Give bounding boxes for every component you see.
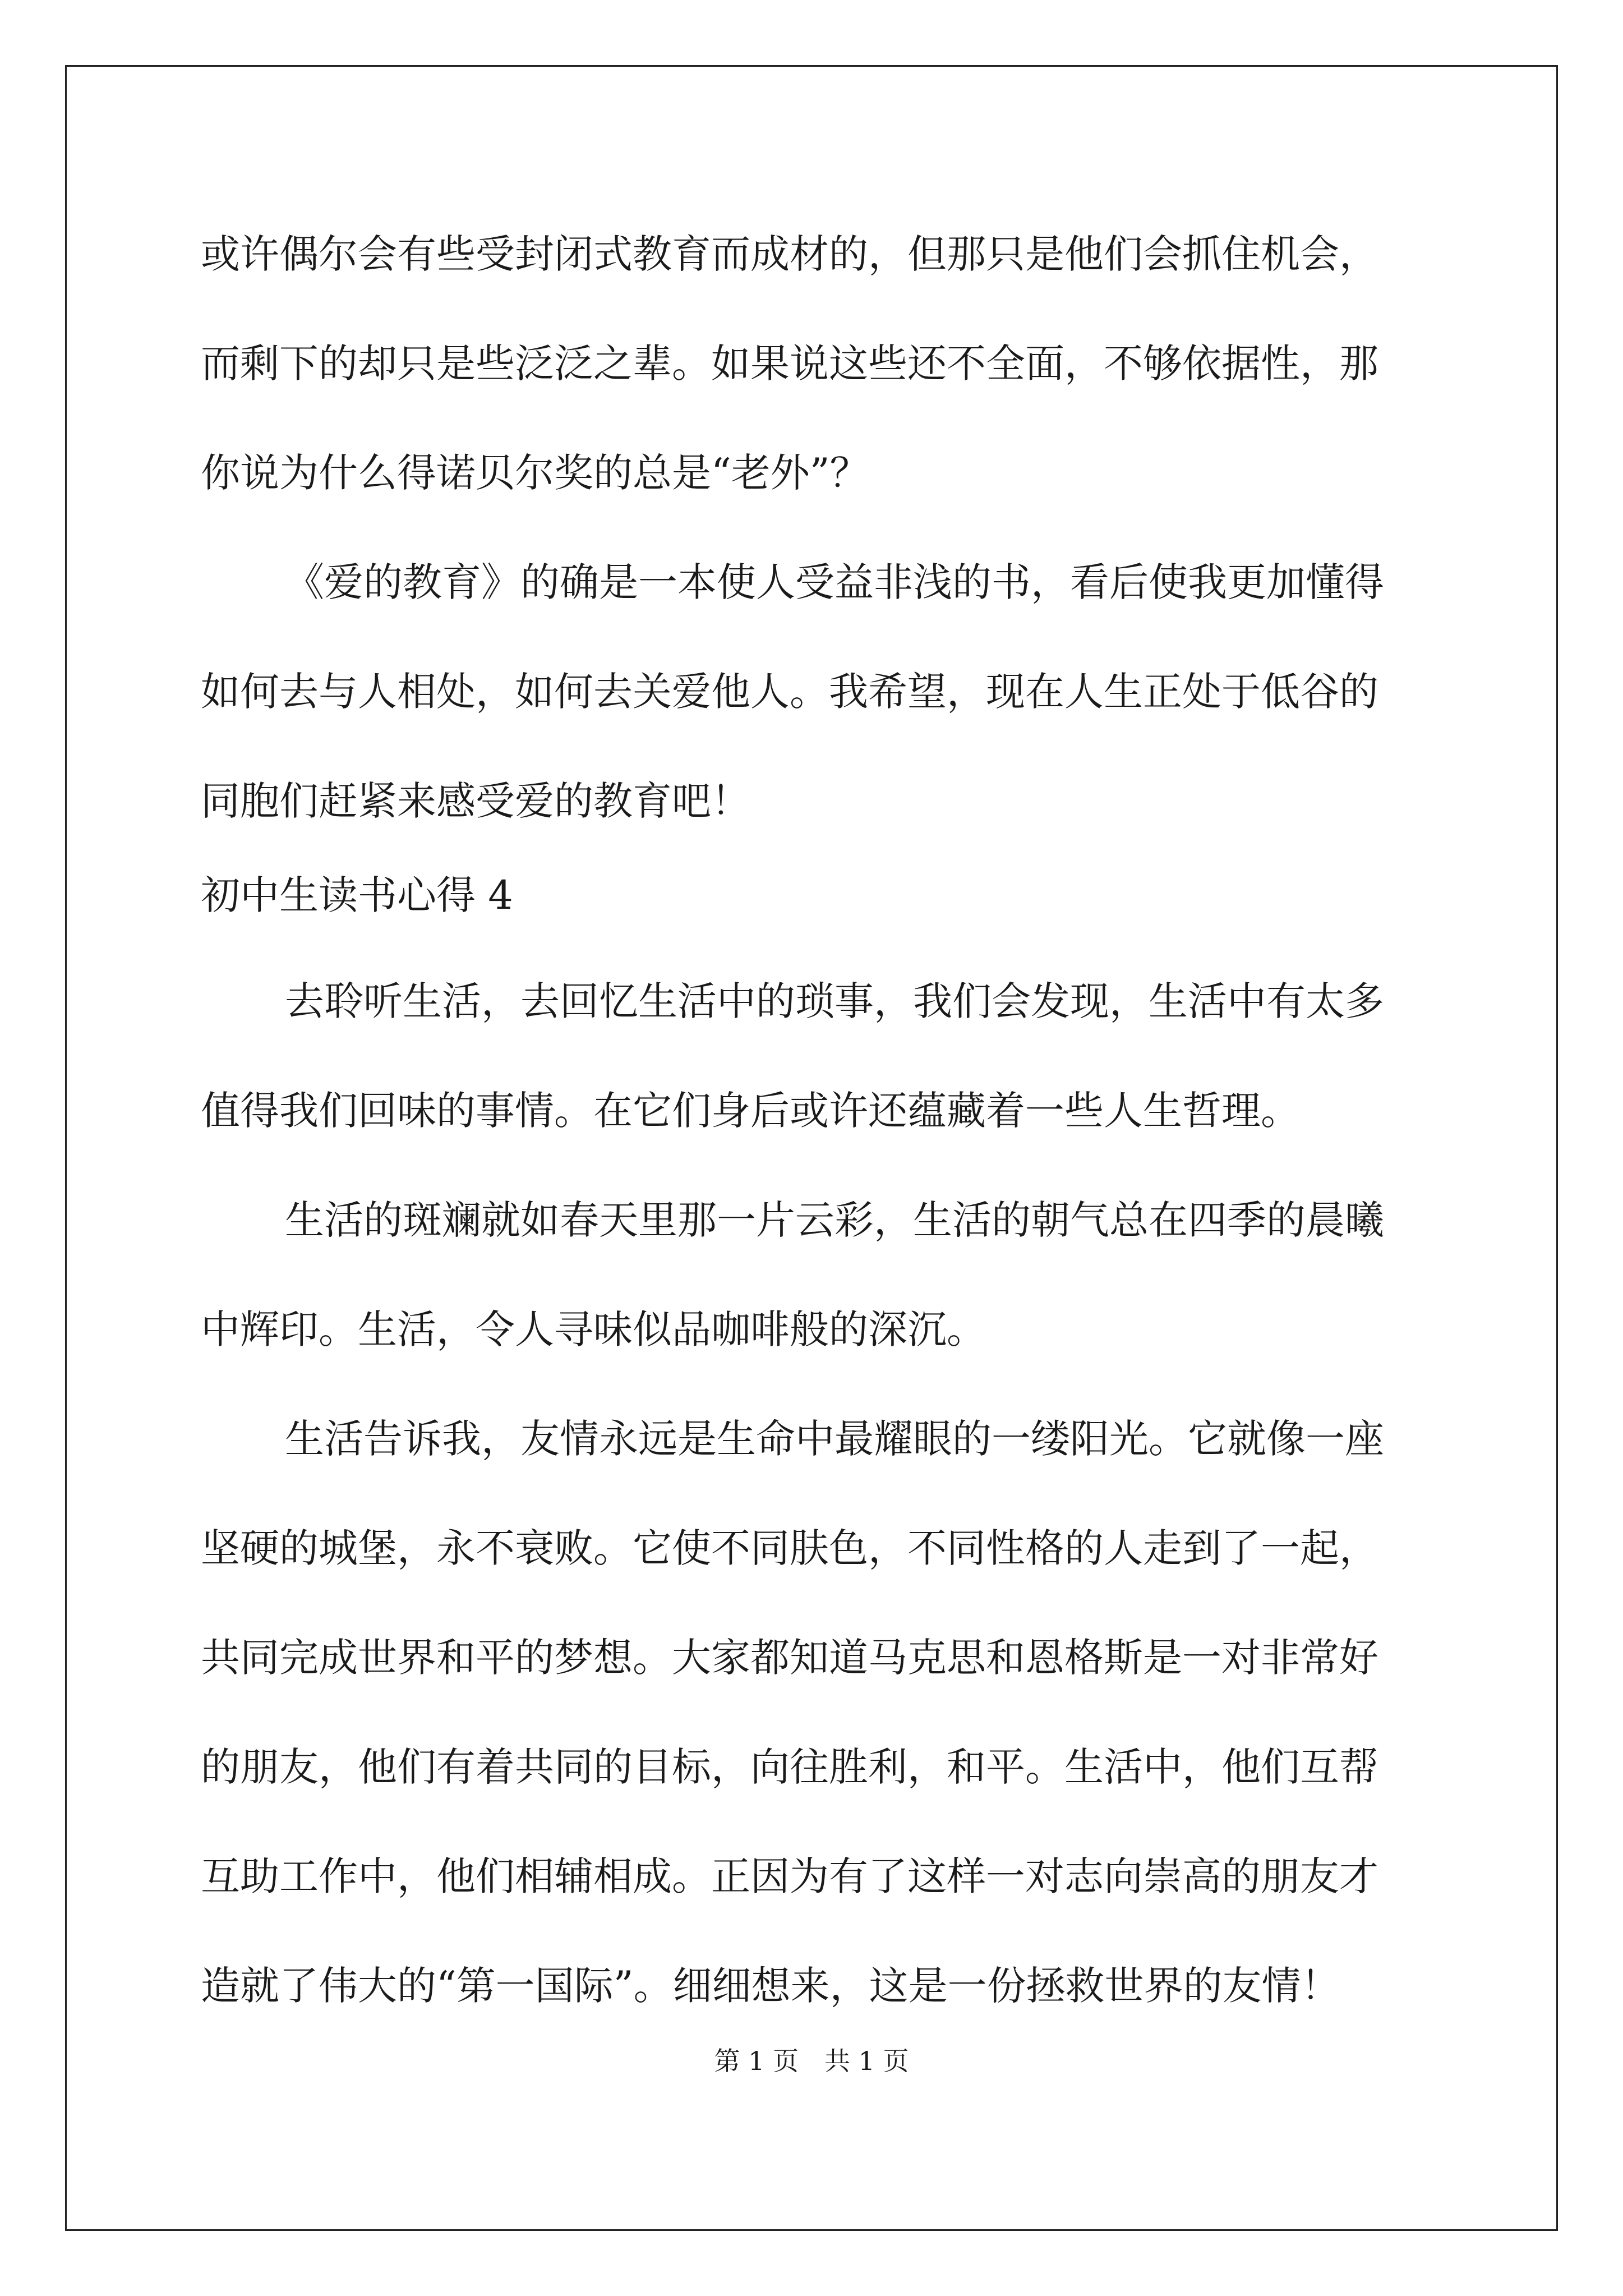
text-line-8: 去聆听生活，去回忆生活中的琐事，我们会发现，生活中有太多: [285, 978, 1384, 1024]
section-heading: 初中生读书心得 4: [201, 872, 513, 918]
text-line-6: 同胞们赶紧来感受爱的教育吧！: [201, 778, 750, 824]
text-line-13: 坚硬的城堡，永不衰败。它使不同肤色，不同性格的人走到了一起，: [201, 1525, 1378, 1571]
text-line-1: 或许偶尔会有些受封闭式教育而成材的，但那只是他们会抓住机会，: [201, 231, 1378, 277]
text-line-2: 而剩下的却只是些泛泛之辈。如果说这些还不全面，不够依据性，那: [201, 341, 1378, 386]
text-line-5: 如何去与人相处，如何去关爱他人。我希望，现在人生正处于低谷的: [201, 669, 1378, 715]
text-line-9: 值得我们回味的事情。在它们身后或许还蕴藏着一些人生哲理。: [201, 1088, 1300, 1134]
page-footer: 第 1 页 共 1 页: [714, 2046, 909, 2076]
text-line-16: 互助工作中，他们相辅相成。正因为有了这样一对志向崇高的朋友才: [201, 1853, 1378, 1899]
text-line-12: 生活告诉我，友情永远是生命中最耀眼的一缕阳光。它就像一座: [285, 1416, 1384, 1462]
text-line-17: 造就了伟大的“第一国际”。细细想来，这是一份拯救世界的友情！: [201, 1963, 1340, 2009]
text-line-15: 的朋友，他们有着共同的目标，向往胜利，和平。生活中，他们互帮: [201, 1744, 1378, 1790]
text-line-11: 中辉印。生活，令人寻味似品咖啡般的深沉。: [201, 1306, 986, 1352]
text-line-3: 你说为什么得诺贝尔奖的总是“老外”？: [201, 450, 869, 496]
text-line-14: 共同完成世界和平的梦想。大家都知道马克思和恩格斯是一对非常好: [201, 1635, 1378, 1681]
text-line-4: 《爱的教育》的确是一本使人受益非浅的书，看后使我更加懂得: [285, 559, 1384, 605]
text-line-10: 生活的斑斓就如春天里那一片云彩，生活的朝气总在四季的晨曦: [285, 1197, 1384, 1243]
